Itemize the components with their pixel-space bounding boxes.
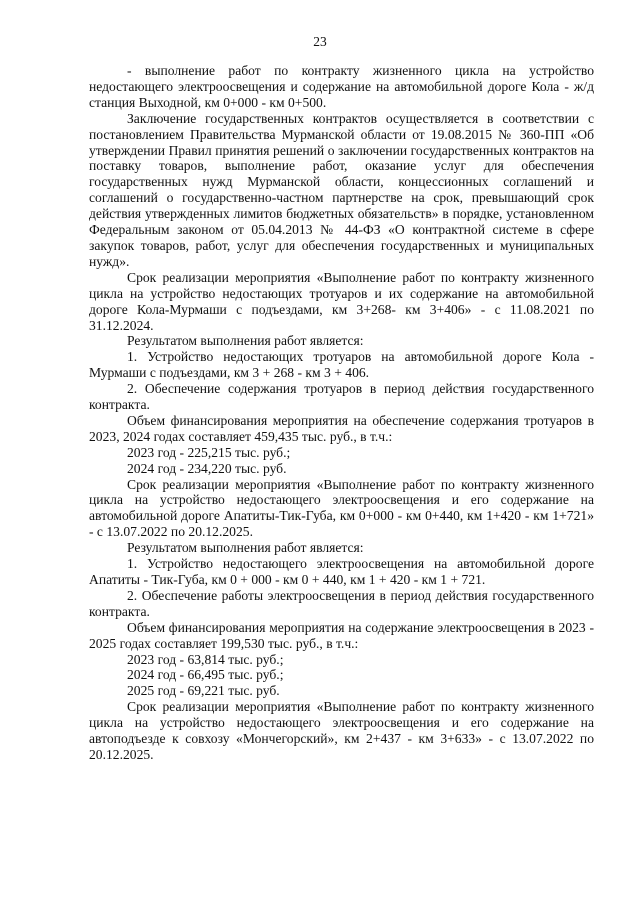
paragraph-result-item-2b: 2. Обеспечение работы электроосвещения в период действия государственного контракта.: [89, 587, 594, 619]
paragraph-contract-conclusion: Заключение государственных контрактов осуществляется в соответствии с постановлением Правительства Мурманской области от 19.08.2015 № 360-ПП «Об утверждении Правил принятия решений о заключении государственных контрактов на поставку товаров, выполнение работ, оказание услуг для обеспечения государственных нужд Мурманской области, концессионных соглашений и соглашений о государственно-частном партнерстве на срок, превышающий срок действия утвержденных лимитов бюджетных обязательств» в порядке, установленном Федеральным законом от 05.04.2013 № 44-ФЗ «О контрактной системе в сфере закупок товаров, работ, услуг для обеспечения государственных и муниципальных нужд».: [89, 110, 594, 269]
paragraph-funding-2023: 2023 год - 225,215 тыс. руб.;: [127, 444, 291, 460]
paragraph-result-item-2: 2. Обеспечение содержания тротуаров в период действия государственного контракта.: [89, 381, 594, 413]
paragraph-lighting-funding: Объем финансирования мероприятия на содержание электроосвещения в 2023 - 2025 годах составляет 199,530 тыс. руб., в т.ч.:: [89, 619, 594, 651]
paragraph-result-heading-2: Результатом выполнения работ является:: [127, 540, 364, 556]
paragraph-sidewalk-funding: Объем финансирования мероприятия на обеспечение содержания тротуаров в 2023, 2024 годах составляет 459,435 тыс. руб., в т.ч.:: [89, 412, 594, 444]
paragraph-lighting-apatity-term: Срок реализации мероприятия «Выполнение работ по контракту жизненного цикла на устройство недостающего электроосвещения и его содержание на автомобильной дороге Апатиты-Тик-Губа, км 0+000 - км 0+440, км 1+420 - км 1+721» - с 13.07.2022 по 20.12.2025.: [89, 476, 594, 540]
document-body: [89, 63, 594, 763]
paragraph-result-item-1: 1. Устройство недостающих тротуаров на автомобильной дороге Кола - Мурмаши с подъездами, км 3 + 268 - км 3 + 406.: [89, 349, 594, 381]
page-number: 23: [313, 34, 327, 49]
paragraph-funding-2024: 2024 год - 234,220 тыс. руб.: [127, 460, 287, 476]
paragraph-funding-2023b: 2023 год - 63,814 тыс. руб.;: [127, 651, 284, 667]
paragraph-result-heading: Результатом выполнения работ является:: [127, 333, 364, 349]
paragraph-work-lighting-kola-vykhodnoy: - выполнение работ по контракту жизненного цикла на устройство недостающего электроосвещения и содержание на автомобильной дороге Кола - ж/д станция Выходной, км 0+000 - км 0+500.: [89, 63, 594, 110]
paragraph-sidewalk-term: Срок реализации мероприятия «Выполнение работ по контракту жизненного цикла на устройство недостающих тротуаров и их содержание на автомобильной дороге Кола-Мурмаши с подъездами, км 3+268- км 3+406» - с 11.08.2021 по 31.12.2024.: [89, 269, 594, 333]
paragraph-funding-2025b: 2025 год - 69,221 тыс. руб.: [127, 683, 280, 699]
paragraph-result-item-1b: 1. Устройство недостающего электроосвещения на автомобильной дороге Апатиты - Тик-Губа, км 0 + 000 - км 0 + 440, км 1 + 420 - км 1 + 721.: [89, 556, 594, 587]
paragraph-lighting-monchegorsky-term: Срок реализации мероприятия «Выполнение работ по контракту жизненного цикла на устройство недостающего электроосвещения и его содержание на автоподъезде к совхозу «Мончегорский», км 2+437 - км 3+633» - с 13.07.2022 по 20.12.2025.: [89, 699, 594, 762]
paragraph-funding-2024b: 2024 год - 66,495 тыс. руб.;: [127, 667, 284, 683]
